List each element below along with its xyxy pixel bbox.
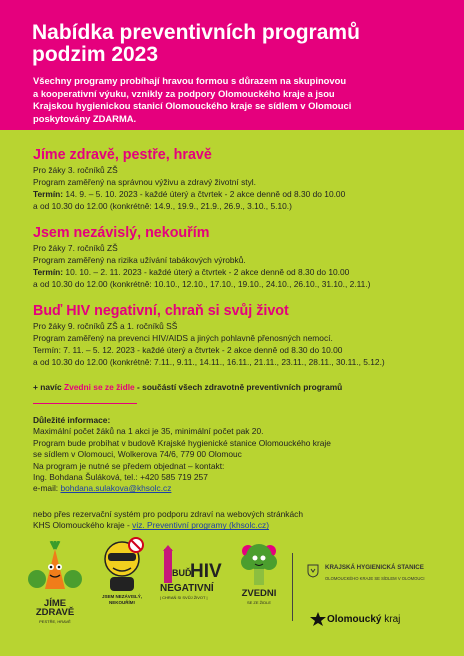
info-line: Maximální počet žáků na 1 akci je 35, minimální počet pak 20.	[33, 426, 264, 437]
term-dates: 10. 10. – 2. 11. 2023 - každé úterý a čtvrtek - 2 akce denně od 8.30 do 10.00	[63, 267, 350, 277]
bonus-note	[33, 381, 453, 393]
term-label: Termín:	[33, 189, 64, 199]
program-audience: Pro žáky 7. ročníků ZŠ	[33, 243, 118, 253]
zvedni-se-logo	[234, 537, 284, 637]
reservation-prefix: KHS Olomouckého kraje -	[33, 520, 133, 531]
title-line-2: podzim 2023	[32, 43, 159, 66]
email-label: e-mail:	[33, 483, 61, 494]
important-info	[33, 415, 453, 495]
email-row	[33, 483, 453, 494]
nekourim-logo	[96, 537, 148, 637]
reservation-line: nebo přes rezervační systém pro podporu zdraví na webových stránkách	[33, 508, 303, 519]
hiv-line-2: NEGATIVNÍ	[160, 583, 214, 594]
khs-sub: OLOMOUCKÉHO KRAJE SE SÍDLEM V OLOMOUCI	[325, 576, 425, 581]
intro-line: poskytovány ZDARMA.	[33, 112, 137, 124]
program-term	[33, 188, 453, 200]
hiv-big: HIV	[190, 561, 222, 582]
term-dates: 14. 9. – 5. 10. 2023 - každé úterý a čtvrtek - 2 akce denně od 8.30 do 10.00	[63, 189, 346, 199]
intro-text	[33, 75, 440, 125]
info-line: se sídlem v Olomouci, Wolkerova 74/6, 779 00 Olomouc	[33, 449, 242, 460]
reservation-info	[33, 509, 453, 532]
term-label: Termín:	[33, 267, 64, 277]
program-title: Jsem nezávislý, nekouřím	[33, 225, 210, 241]
term-dates-detail: a od 10.30 do 12.00 (konkrétně: 7.11., 9.11., 14.11., 16.11., 21.11., 23.11., 28.11., 30.11., 5.12.)	[33, 357, 385, 367]
zvedni-line-1: ZVEDNI	[241, 588, 277, 599]
nezavisly-line-2: NEKOUŘÍM!	[109, 600, 135, 605]
program-term	[33, 344, 453, 356]
header-banner	[0, 0, 464, 130]
olomoucky-kraj-emblem-icon	[309, 611, 327, 627]
jime-zdrave-logo	[25, 541, 85, 641]
program-section-nekourim	[33, 225, 453, 290]
logo-strip	[0, 531, 464, 641]
page-title	[32, 22, 440, 66]
jime-sub: PESTŘE, HRAVĚ	[39, 619, 71, 624]
email-link[interactable]: bohdana.sulakova@khsolc.cz	[60, 483, 172, 494]
info-title: Důležité informace:	[33, 415, 111, 425]
program-audience: Pro žáky 3. ročníků ZŠ	[33, 165, 118, 175]
broccoli-mascot-icon	[234, 537, 284, 589]
kraj-light: kraj	[381, 614, 401, 625]
program-description: Program zaměřený na prevenci HIV/AIDS a jiných pohlavně přenosných nemocí.	[33, 333, 333, 343]
term-dates: 7. 11. – 5. 12. 2023 - každé úterý a čtvrtek - 2 akce denně od 8.30 do 10.00	[60, 345, 343, 355]
hiv-negativni-logo	[160, 545, 222, 641]
hiv-sub: | CHRAŇ SI SVŮJ ŽIVOT |	[160, 595, 208, 600]
info-line: Na program je nutné se předem objednat – kontakt:	[33, 460, 225, 471]
program-audience: Pro žáky 9. ročníků ZŠ a 1. ročníků SŠ	[33, 321, 178, 331]
term-label: Termín:	[33, 345, 61, 355]
program-section-jime	[33, 147, 453, 212]
title-line-1: Nabídka preventivních programů	[32, 21, 360, 44]
program-title: Jíme zdravě, pestře, hravě	[33, 147, 212, 163]
info-line: Program bude probíhat v budově Krajské hygienické stanice Olomouckého kraje	[33, 437, 331, 448]
tower-icon	[158, 545, 178, 585]
kraj-bold: Olomoucký	[327, 614, 382, 625]
preventive-programs-link[interactable]: viz. Preventivní programy (khsolc.cz)	[132, 520, 269, 531]
term-dates-detail: a od 10.30 do 12.00 (konkrétně: 10.10., 12.10., 17.10., 19.10., 24.10., 26.10., 31.10., 2.11.)	[33, 279, 371, 289]
info-line: Ing. Bohdana Šuláková, tel.: +420 585 719 257	[33, 472, 208, 483]
program-term	[33, 266, 453, 278]
jime-line-2: ZDRAVĚ	[35, 607, 75, 618]
term-dates-detail: a od 10.30 do 12.00 (konkrétně: 14.9., 19.9., 21.9., 26.9., 3.10., 5.10.)	[33, 201, 292, 211]
reservation-line-2	[33, 520, 453, 531]
bonus-prefix: + navíc	[33, 382, 64, 392]
nekourim-mascot-icon	[96, 537, 148, 597]
program-section-hiv	[33, 303, 453, 368]
khs-emblem-icon	[307, 564, 319, 578]
bonus-highlight: Zvedni se ze židle	[63, 382, 135, 392]
zvedni-sub: SE ZE ŽIDLE	[246, 600, 271, 605]
hiv-line-1: BUĎ	[172, 568, 192, 578]
intro-line: Krajskou hygienickou stanicí Olomouckého kraje se sídlem v Olomouci	[33, 100, 352, 111]
intro-line: Všechny programy probíhají hravou formou s důrazem na skupinovou	[33, 75, 347, 86]
nezavisly-line-1: JSEM NEZÁVISLÝ,	[101, 594, 142, 599]
logo-separator	[292, 553, 293, 621]
carrot-mascot-icon	[25, 541, 85, 601]
jime-line-1: JÍME	[43, 598, 67, 609]
bonus-suffix: - součástí všech zdravotně preventivních programů	[134, 382, 343, 392]
program-title: Buď HIV negativní, chraň si svůj život	[33, 303, 289, 319]
khs-name: KRAJSKÁ HYGIENICKÁ STANICE	[325, 564, 424, 571]
olomoucky-kraj-logo	[327, 614, 400, 625]
program-description: Program zaměřený na správnou výživu a zdravý životní styl.	[33, 177, 256, 187]
divider	[33, 403, 137, 404]
program-description: Program zaměřený na rizika užívání tabákových výrobků.	[33, 255, 246, 265]
intro-line: a kooperativní výuku, vznikly za podpory Olomouckého kraje a jsou	[33, 87, 335, 99]
